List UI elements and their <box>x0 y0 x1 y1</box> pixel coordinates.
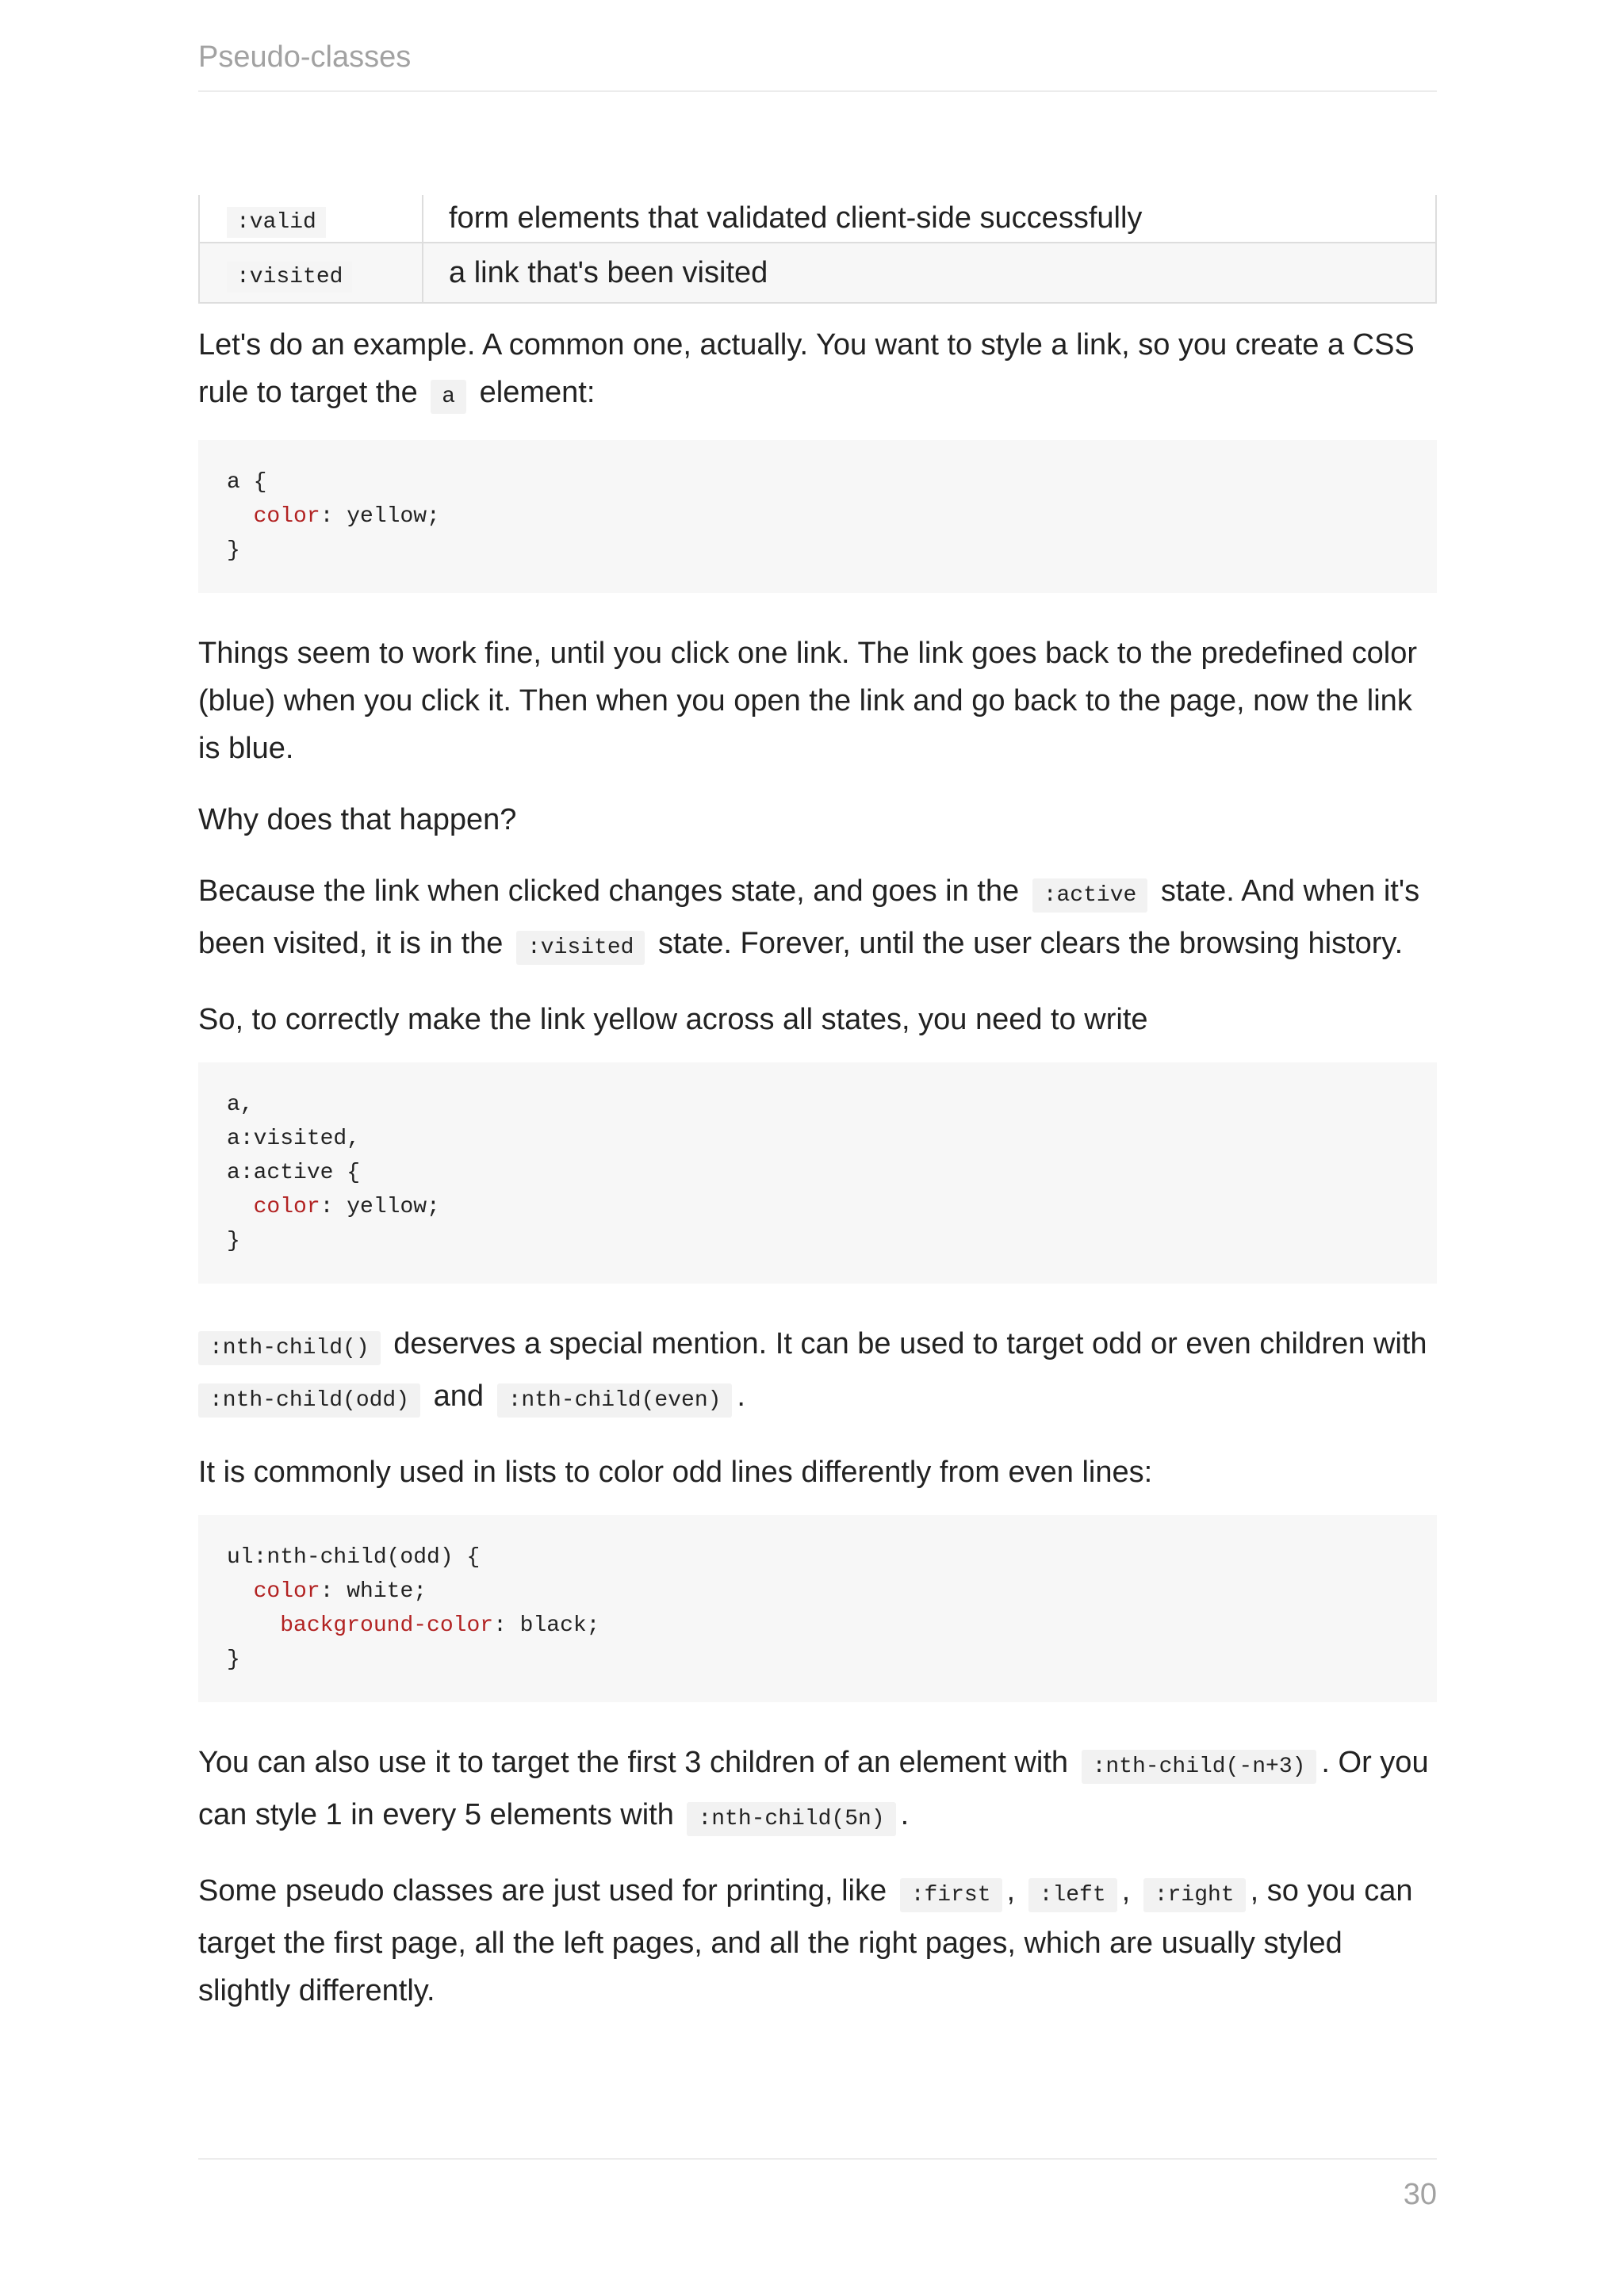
paragraph: It is commonly used in lists to color odd lines differently from even lines: <box>198 1456 1153 1489</box>
paragraph: :nth-child() deserves a special mention. It can be used to target odd or even children with :nth-child(odd) and :nth-child(even) . <box>198 1320 1437 1425</box>
inline-code: a <box>431 380 466 414</box>
table-row <box>199 195 1436 243</box>
paragraph: Let's do an example. A common one, actually. You want to style a link, so you create a CSS rule to target the a element: <box>198 321 1437 421</box>
paragraph: So, to correctly make the link yellow across all states, you need to write <box>198 1003 1148 1036</box>
inline-code: :left <box>1028 1878 1117 1912</box>
table-cell-selector <box>199 195 423 243</box>
table-row <box>199 243 1436 303</box>
inline-code: :nth-child(5n) <box>687 1802 895 1836</box>
css-property: color <box>253 1579 320 1604</box>
paragraph: Because the link when clicked changes state, and goes in the :active state. And when it's been visited, it is in the :visited state. Forever, until the user clears the browsing history. <box>198 867 1437 972</box>
code-block: ul:nth-child(odd) { color: white; background-color: black; } <box>198 1515 1437 1702</box>
table-cell-description: a link that's been visited <box>423 243 1436 303</box>
inline-code: :nth-child(even) <box>497 1383 733 1418</box>
css-property: color <box>253 504 320 529</box>
inline-code: :first <box>900 1878 1002 1912</box>
paragraph: You can also use it to target the first 3 children of an element with :nth-child(-n+3) . Or you can style 1 in every 5 elements with :nth-child(5n) . <box>198 1739 1437 1843</box>
inline-code: :nth-child(-n+3) <box>1082 1750 1317 1784</box>
paragraph: Why does that happen? <box>198 803 517 836</box>
table-cell-description: form elements that validated client-side successfully <box>423 195 1436 243</box>
css-property: background-color <box>280 1613 494 1638</box>
inline-code: :visited <box>516 931 645 965</box>
chapter-title: Pseudo-classes <box>198 40 412 74</box>
page-content <box>198 195 1437 2015</box>
paragraph: Things seem to work fine, until you click one link. The link goes back to the predefined color (blue) when you click it. Then when you open the link and go back to the page, now the link is blue. <box>198 637 1417 765</box>
css-property: color <box>253 1195 320 1219</box>
pseudo-class-table <box>198 195 1437 304</box>
paragraph: Some pseudo classes are just used for printing, like :first , :left , :right , so you can target the first page, all the left pages, and all the right pages, which are usually styled slightly differently. <box>198 1874 1413 2007</box>
inline-code: :active <box>1032 878 1148 913</box>
selector-code: :visited <box>227 262 352 293</box>
code-block: a { color: yellow; } <box>198 440 1437 593</box>
selector-code: :valid <box>227 207 326 238</box>
footer-divider <box>198 2158 1437 2160</box>
running-header <box>198 40 1437 92</box>
inline-code: :right <box>1143 1878 1246 1912</box>
inline-code: :nth-child() <box>198 1331 381 1365</box>
inline-code: :nth-child(odd) <box>198 1383 420 1418</box>
table-cell-selector <box>199 243 423 303</box>
code-block: a, a:visited, a:active { color: yellow; } <box>198 1062 1437 1284</box>
page-number: 30 <box>1403 2178 1437 2211</box>
document-page <box>198 0 1437 2296</box>
